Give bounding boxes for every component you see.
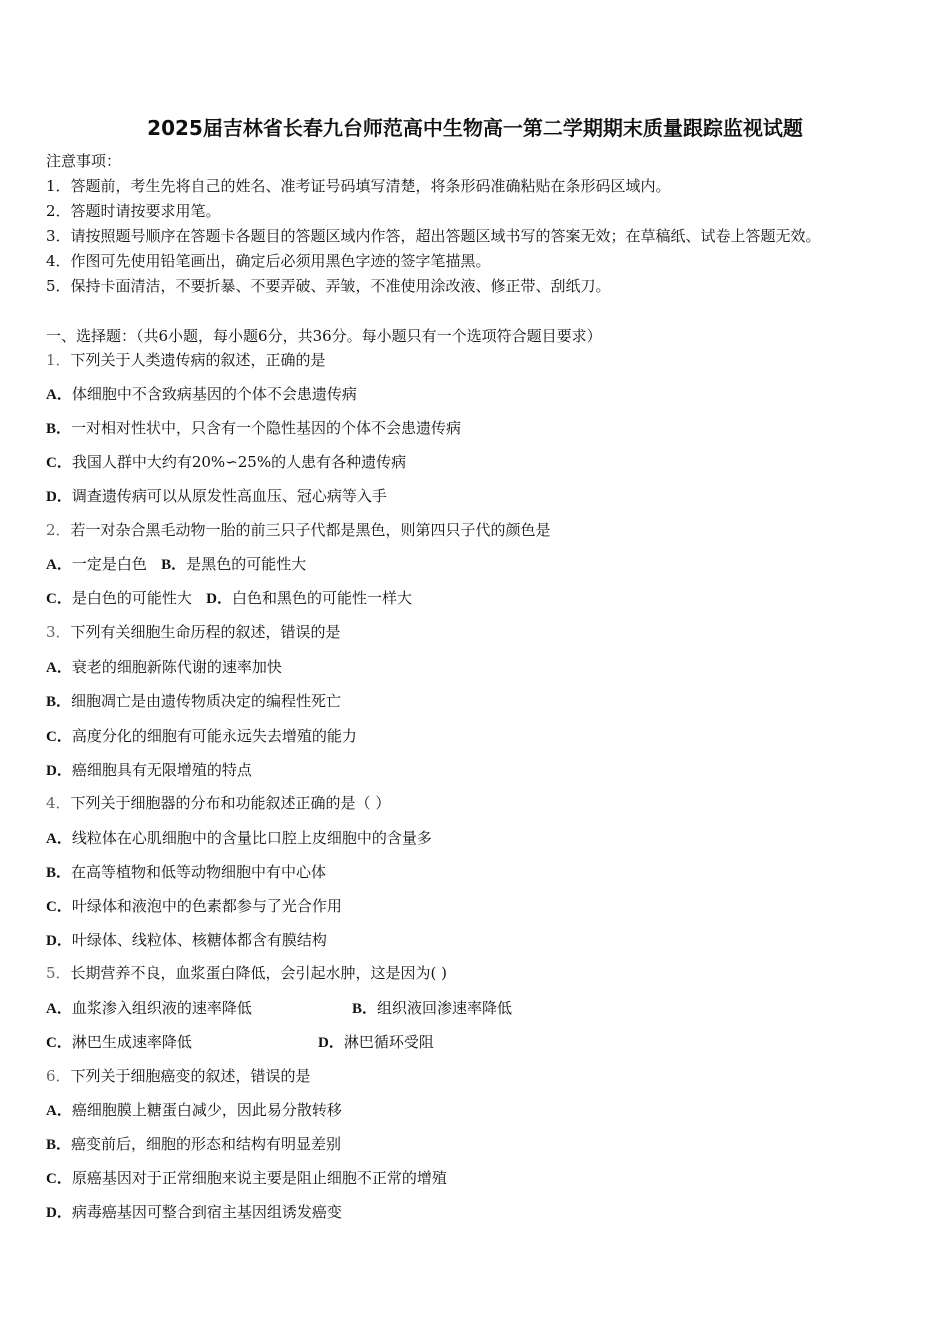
question-stem [46, 963, 447, 983]
notice-item: 5．保持卡面清洁，不要折暴、不要弄破、弄皱，不准使用涂改液、修正带、刮纸刀。 [46, 277, 611, 295]
option-letter: B． [46, 865, 72, 881]
option-letter: D． [318, 1035, 344, 1051]
question-text: 若一对杂合黑毛动物一胎的前三只子代都是黑色，则第四只子代的颜色是 [70, 521, 551, 539]
question-text: 下列有关细胞生命历程的叙述，错误的是 [70, 623, 341, 641]
option-text: 癌细胞膜上糖蛋白减少，因此易分散转移 [71, 1101, 342, 1119]
option[interactable] [46, 589, 192, 607]
question-number: 4． [46, 794, 71, 812]
question-number: 1． [46, 351, 71, 369]
question-number: 3． [46, 623, 71, 641]
option-letter: B． [161, 557, 187, 573]
option[interactable] [46, 555, 147, 573]
option[interactable] [46, 1032, 192, 1053]
option-text: 是黑色的可能性大 [186, 555, 307, 573]
question-text: 下列关于细胞器的分布和功能叙述正确的是（ ） [70, 794, 391, 812]
option-letter: C． [46, 455, 72, 471]
option[interactable] [46, 930, 327, 951]
option-letter: B． [46, 421, 72, 437]
option-text: 我国人群中大约有20%∽25%的人患有各种遗传病 [71, 453, 407, 471]
option[interactable] [46, 1202, 342, 1223]
option-letter: B． [352, 1001, 378, 1017]
option[interactable] [46, 452, 406, 473]
option-letter: C． [46, 899, 72, 915]
option[interactable] [46, 760, 252, 781]
option[interactable] [46, 1100, 342, 1121]
option-letter: D． [46, 763, 72, 779]
option[interactable] [46, 726, 357, 747]
question-text: 长期营养不良，血浆蛋白降低，会引起水肿，这是因为( ) [70, 964, 448, 982]
question-stem [46, 622, 341, 642]
option-text: 组织液回渗速率降低 [377, 999, 513, 1017]
option-text: 原癌基因对于正常细胞来说主要是阻止细胞不正常的增殖 [71, 1169, 447, 1187]
option-text: 调查遗传病可以从原发性高血压、冠心病等入手 [71, 487, 387, 505]
option-text: 体细胞中不含致病基因的个体不会患遗传病 [71, 385, 357, 403]
option-letter: A． [46, 557, 72, 573]
notice-item: 4．作图可先使用铅笔画出，确定后必须用黑色字迹的签字笔描黑。 [46, 252, 491, 270]
option[interactable] [46, 862, 326, 883]
option-row [46, 588, 412, 609]
option-text: 线粒体在心肌细胞中的含量比口腔上皮细胞中的含量多 [71, 829, 432, 847]
option-text: 高度分化的细胞有可能永远失去增殖的能力 [71, 727, 357, 745]
option-letter: A． [46, 1001, 72, 1017]
question-number: 2． [46, 521, 71, 539]
option-letter: B． [46, 694, 72, 710]
option-letter: A． [46, 387, 72, 403]
notice-heading: 注意事项： [46, 152, 122, 170]
option-letter: A． [46, 1103, 72, 1119]
question-stem [46, 1066, 311, 1086]
option-letter: D． [46, 489, 72, 505]
option[interactable] [46, 896, 342, 917]
question-stem [46, 350, 326, 370]
option-letter: B． [46, 1137, 72, 1153]
option-row [46, 554, 306, 575]
option-letter: A． [46, 831, 72, 847]
page-title: 2025届吉林省长春九台师范高中生物高一第二学期期末质量跟踪监视试题 [147, 116, 803, 140]
option[interactable] [46, 691, 341, 712]
question-text: 下列关于人类遗传病的叙述，正确的是 [70, 351, 326, 369]
option-letter: C． [46, 729, 72, 745]
option[interactable] [46, 998, 252, 1019]
option[interactable] [46, 828, 432, 849]
option[interactable] [46, 1134, 341, 1155]
question-text: 下列关于细胞癌变的叙述，错误的是 [70, 1067, 311, 1085]
notice-item: 2．答题时请按要求用笔。 [46, 202, 221, 220]
option-text: 白色和黑色的可能性一样大 [232, 589, 413, 607]
option-text: 淋巴循环受阻 [343, 1033, 434, 1051]
option-text: 叶绿体、线粒体、核糖体都含有膜结构 [71, 931, 327, 949]
notice-item: 1．答题前，考生先将自己的姓名、准考证号码填写清楚，将条形码准确粘贴在条形码区域内。 [46, 177, 671, 195]
option-text: 淋巴生成速率降低 [71, 1033, 192, 1051]
option-letter: D． [46, 933, 72, 949]
option-letter: C． [46, 1171, 72, 1187]
question-stem [46, 793, 390, 813]
option-letter: A． [46, 660, 72, 676]
notice-item: 3．请按照题号顺序在答题卡各题目的答题区域内作答，超出答题区域书写的答案无效；在草稿纸、试卷上答题无效。 [46, 227, 821, 245]
option[interactable] [206, 589, 412, 607]
option[interactable] [46, 657, 282, 678]
question-number: 5． [46, 964, 71, 982]
option[interactable] [46, 1168, 447, 1189]
question-number: 6． [46, 1067, 71, 1085]
option-text: 是白色的可能性大 [71, 589, 192, 607]
question-stem [46, 520, 551, 540]
option[interactable] [46, 418, 461, 439]
option-letter: D． [206, 591, 233, 607]
option[interactable] [318, 1032, 434, 1053]
option-text: 血浆渗入组织液的速率降低 [71, 999, 252, 1017]
option[interactable] [161, 555, 306, 573]
option-text: 一定是白色 [71, 555, 147, 573]
option-letter: C． [46, 1035, 72, 1051]
option-text: 病毒癌基因可整合到宿主基因组诱发癌变 [71, 1203, 342, 1221]
option-text: 一对相对性状中，只含有一个隐性基因的个体不会患遗传病 [71, 419, 462, 437]
section-heading: 一、选择题：（共6小题，每小题6分，共36分。每小题只有一个选项符合题目要求） [46, 327, 602, 345]
option-text: 衰老的细胞新陈代谢的速率加快 [71, 658, 282, 676]
option[interactable] [46, 384, 357, 405]
option-text: 细胞凋亡是由遗传物质决定的编程性死亡 [71, 692, 342, 710]
option-letter: D． [46, 1205, 72, 1221]
option-text: 癌变前后，细胞的形态和结构有明显差别 [71, 1135, 342, 1153]
option-text: 叶绿体和液泡中的色素都参与了光合作用 [71, 897, 342, 915]
option[interactable] [46, 486, 387, 507]
option-text: 在高等植物和低等动物细胞中有中心体 [71, 863, 327, 881]
option[interactable] [352, 998, 512, 1019]
option-text: 癌细胞具有无限增殖的特点 [71, 761, 252, 779]
option-letter: C． [46, 591, 72, 607]
